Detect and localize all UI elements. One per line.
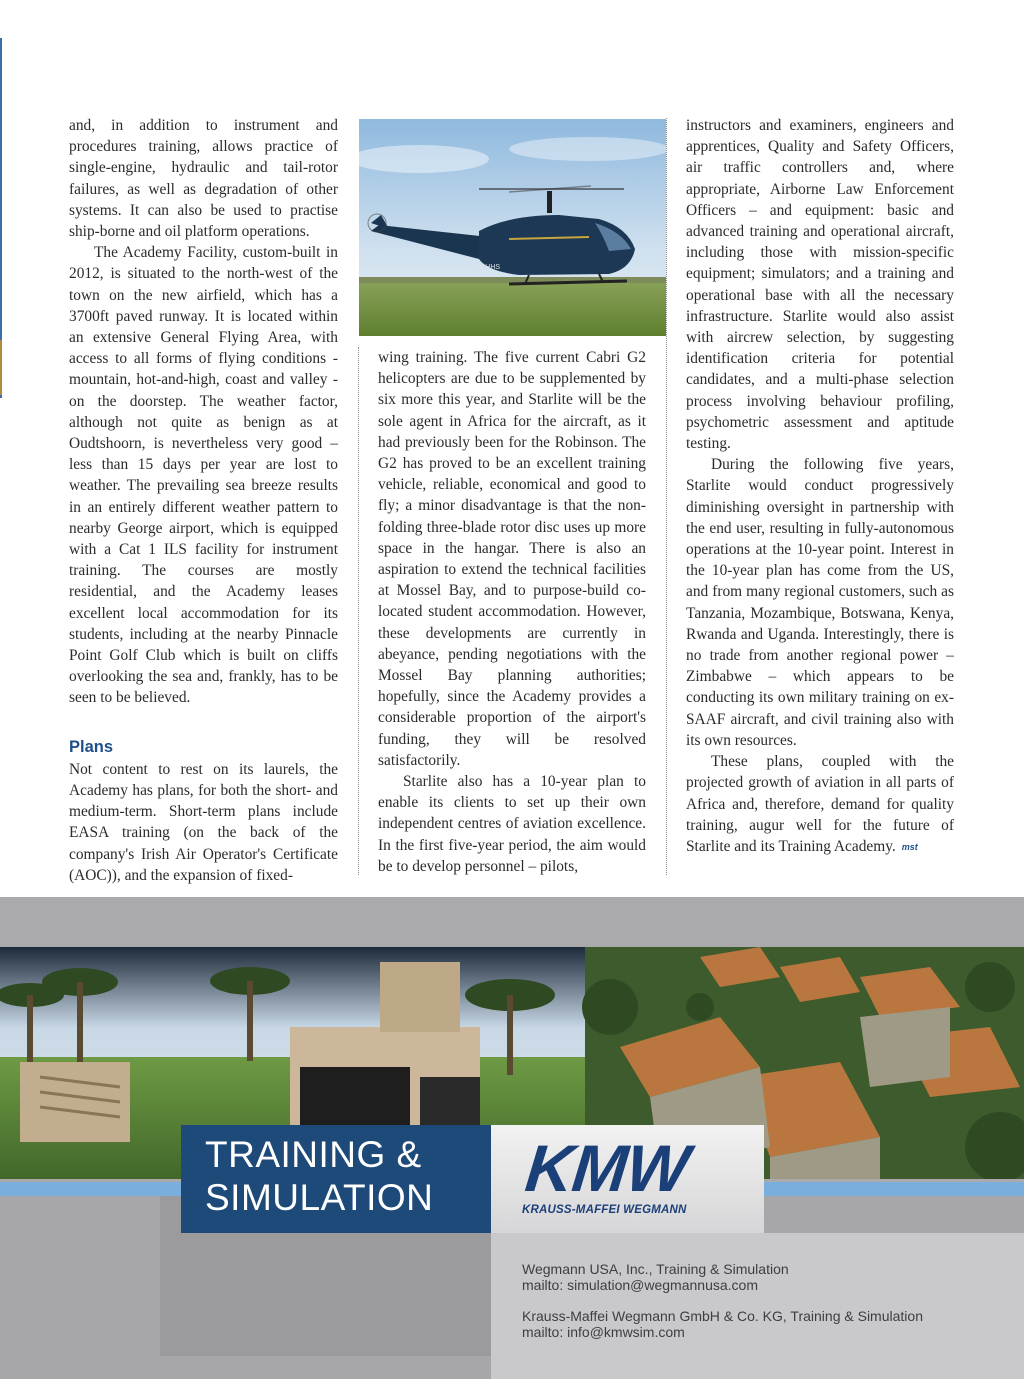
contact-company: Krauss-Maffei Wegmann GmbH & Co. KG, Training & Simulation xyxy=(522,1308,923,1324)
paragraph: instructors and examiners, engineers and apprentices, Quality and Safety Officers, air traffic controllers and, where appropriate, Airborne Law Enforcement Officers – and equipment: basic and advanced training and operational aircraft, including those with mission-specific equipment; simulators; and a training and operational base with all the necessary infrastructure. Starlite would also assist with aircrew selection, by suggesting identification criteria for potential candidates, and a multi-phase selection process involving behaviour profiling, psychometric assessment and aptitude testing. xyxy=(686,117,954,453)
contact-panel xyxy=(491,1233,1024,1379)
paragraph: wing training. The five current Cabri G2 helicopters are due to be supplemented by six more this year, and Starlite will be the sole agent in Africa for the aircraft, as it had previously been for the Robinson. The G2 has proved to be an excellent training vehicle, reliable, economical and good to fly; a minor disadvantage is that the non-folding three-blade rotor disc uses up more space in the hangar. There is also an aspiration to extend the technical facilities at Mossel Bay, and to purpose-build co-located student accommodation. However, these developments are currently in abeyance, pending negotiations with the Mossel Bay planning authorities; hopefully, since the Academy provides a considerable proportion of the airport's funding, they will be resolved satisfactorily. xyxy=(378,349,646,769)
contact-company: Wegmann USA, Inc., Training & Simulation xyxy=(522,1261,789,1277)
ad-title xyxy=(205,1133,433,1219)
paragraph: The Academy Facility, custom-built in 2012, is situated to the north-west of the town on the new airfield, which has a 3700ft paved runway. It is located within an extensive General Flying Area, with access to all forms of flying conditions - mountain, hot-and-high, coast and valley - on the doorstep. The weather factor, although not quite as benign as at Oudtshoorn, is nevertheless very good – less than 15 days per year are lost to weather. The prevailing sea breeze results in an entirely different weather pattern to nearby George airport, which is equipped with a Cat 1 ILS facility for instrument training. The courses are mostly residential, and the Academy leases excellent local accommodation for its students, including at the nearby Pinnacle Point Golf Club which is built on cliffs overlooking the sea and, frankly, has to be seen to be believed. xyxy=(69,244,338,707)
contact-wegmann-usa xyxy=(522,1261,789,1293)
kmw-logo-subtitle: KRAUSS-MAFFEI WEGMANN xyxy=(522,1204,687,1216)
ad-title-line: SIMULATION xyxy=(205,1177,434,1218)
page-edge-bar-accent xyxy=(0,340,2,395)
article-column-2 xyxy=(378,347,646,877)
paragraph: and, in addition to instrument and procedures training, allows practice of single-engine, hydraulic and tail-rotor failures, as well as degradation of other systems. It can also be used to practise ship-borne and oil platform operations. xyxy=(69,117,338,241)
kmw-logo-panel xyxy=(491,1125,764,1233)
contact-email-link[interactable]: mailto: simulation@wegmannusa.com xyxy=(522,1277,758,1293)
paragraph-text: These plans, coupled with the projected growth of aviation in all parts of Africa and, therefore, demand for quality training, augur well for the future of Starlite and its Training Academy. xyxy=(686,753,954,855)
registration-mark: ZS-HHS xyxy=(474,264,501,271)
section-heading-plans: Plans xyxy=(69,737,114,756)
column-divider xyxy=(358,347,359,875)
helicopter-photo xyxy=(359,119,666,336)
paragraph: Not content to rest on its laurels, the Academy has plans, for both the short- and medium-term. Short-term plans include EASA training (on the back of the company's Irish Air Operator's Certificate (AOC)), and the expansion of fixed- xyxy=(69,760,338,884)
paragraph xyxy=(686,751,954,858)
end-mark: mst xyxy=(901,841,918,852)
training-simulation-title-box xyxy=(181,1125,491,1233)
contact-email-link[interactable]: mailto: info@kmwsim.com xyxy=(522,1324,685,1340)
paragraph: Starlite also has a 10-year plan to enable its clients to set up their own independent centres of aviation excellence. In the first five-year period, the aim would be to develop personnel – pilots, xyxy=(378,773,646,875)
kmw-logo: KMW xyxy=(522,1131,692,1205)
article-column-1 xyxy=(69,115,338,886)
column-divider xyxy=(666,118,667,875)
ad-title-line: TRAINING & xyxy=(205,1134,422,1175)
contact-kmw-gmbh xyxy=(522,1308,923,1340)
paragraph: During the following five years, Starlite would conduct progressively diminishing oversight in partnership with the end user, resulting in fully-autonomous operations at the 10-year point. Interest in the 10-year plan has come from the US, and from many regional customers, such as Tanzania, Mozambique, Botswana, Kenya, Rwanda and Uganda. Interestingly, there is no trade from another regional power – Zimbabwe – which appears to be conducting its own military training on ex-SAAF aircraft, and civil training also with its own resources. xyxy=(686,456,954,749)
article-column-3 xyxy=(686,115,954,858)
kmw-advertisement xyxy=(0,897,1024,1379)
